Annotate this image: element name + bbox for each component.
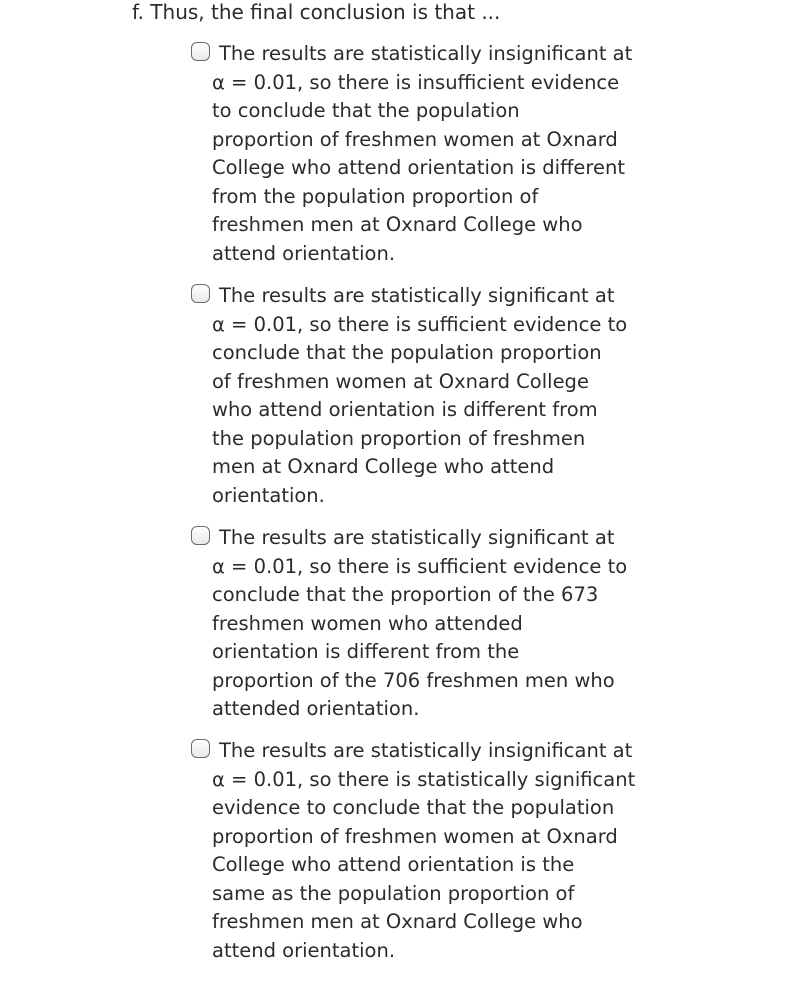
option-text-line: the population proportion of freshmen bbox=[212, 426, 586, 450]
option-text-line: α = 0.01, so there is insufficient evidence bbox=[212, 70, 620, 94]
option-text-line: orientation is different from the bbox=[212, 640, 520, 663]
option-text-line: freshmen women who attended bbox=[212, 611, 523, 635]
option-checkbox[interactable] bbox=[191, 42, 210, 61]
option-checkbox[interactable] bbox=[191, 739, 210, 758]
option-text bbox=[190, 282, 630, 510]
answer-option[interactable] bbox=[190, 40, 633, 265]
option-text-line: conclude that the proportion of the 673 bbox=[212, 583, 599, 606]
option-text-line: orientation. bbox=[212, 483, 325, 507]
option-text-line: of freshmen women at Oxnard College bbox=[212, 369, 589, 393]
answer-option[interactable] bbox=[190, 524, 630, 720]
answer-option[interactable] bbox=[190, 737, 636, 962]
option-text-line: freshmen men at Oxnard College who bbox=[212, 213, 583, 236]
option-text-line: The results are statistically significant at bbox=[219, 526, 615, 549]
option-text-line: proportion of freshmen women at Oxnard bbox=[212, 127, 618, 151]
option-text-line: attend orientation. bbox=[212, 241, 396, 265]
option-text-line: who attend orientation is different from bbox=[212, 398, 598, 421]
answer-options bbox=[190, 40, 636, 982]
option-text-line: The results are statistically insignificant at bbox=[219, 42, 633, 65]
option-text bbox=[190, 524, 630, 724]
answer-option[interactable] bbox=[190, 282, 630, 507]
option-text-line: evidence to conclude that the population bbox=[212, 796, 615, 819]
option-checkbox[interactable] bbox=[191, 284, 210, 303]
option-text bbox=[190, 737, 636, 965]
option-text-line: freshmen men at Oxnard College who bbox=[212, 910, 583, 933]
option-text-line: to conclude that the population bbox=[212, 99, 520, 122]
option-text-line: conclude that the population proportion bbox=[212, 341, 602, 364]
option-text-line: α = 0.01, so there is sufficient evidence to bbox=[212, 312, 628, 336]
option-text-line: proportion of the 706 freshmen men who bbox=[212, 668, 615, 692]
option-text-line: same as the population proportion of bbox=[212, 881, 575, 905]
option-text bbox=[190, 40, 633, 268]
option-text-line: College who attend orientation is the bbox=[212, 853, 575, 876]
option-text-line: attend orientation. bbox=[212, 938, 396, 962]
option-text-line: College who attend orientation is different bbox=[212, 156, 626, 179]
option-text-line: The results are statistically insignificant at bbox=[219, 739, 633, 762]
option-text-line: attended orientation. bbox=[212, 697, 420, 720]
option-checkbox[interactable] bbox=[191, 526, 210, 545]
option-text-line: proportion of freshmen women at Oxnard bbox=[212, 824, 618, 848]
question-prompt: f. Thus, the final conclusion is that ... bbox=[132, 0, 501, 24]
option-text-line: The results are statistically significant at bbox=[219, 284, 615, 307]
option-text-line: α = 0.01, so there is sufficient evidence to bbox=[212, 554, 628, 578]
option-text-line: α = 0.01, so there is statistically significant bbox=[212, 767, 636, 791]
option-text-line: men at Oxnard College who attend bbox=[212, 455, 555, 478]
option-text-line: from the population proportion of bbox=[212, 184, 539, 208]
